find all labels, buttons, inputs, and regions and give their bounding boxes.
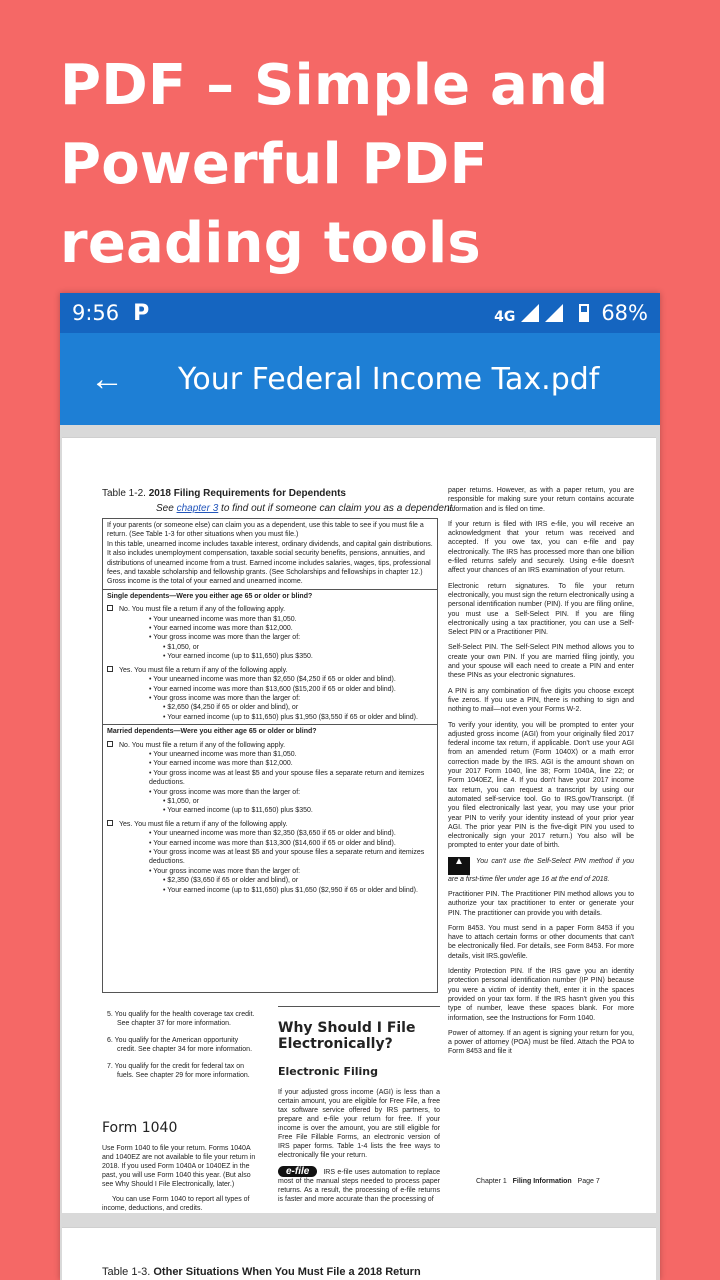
app-toolbar: [60, 333, 660, 425]
paragraph: Form 8453. You must send in a paper Form 8453 if you have to attach certain forms or other documents that can't be electronically filed. For details, see Form 8453. For more details, visit IRS.gov/efile.: [448, 924, 634, 960]
phone-screen: [60, 293, 660, 1280]
battery-icon: [579, 304, 589, 322]
table-line: • Your earned income was more than $12,000.: [149, 760, 293, 768]
table-line: • Your earned income was more than $13,300 ($14,600 if 65 or older and blind).: [149, 839, 396, 847]
electronic-filing-heading: Electronic Filing: [278, 1065, 378, 1078]
table-intro-1: If your parents (or someone else) can claim you as a dependent, use this table to see if you must file a return. (See Table 1-3 for other situations when you must file.): [107, 522, 424, 539]
table-line: • Your gross income was more than the larger of:: [149, 694, 301, 702]
paragraph: paper returns. However, as with a paper return, you are responsible for making sure your return contains accurate information and is filed on time.: [448, 487, 634, 513]
list-item: 7. You qualify for the credit for federal tax on fuels. See chapter 29 for more information.: [107, 1063, 250, 1079]
next-table-title: Table 1-3. Other Situations When You Must File a 2018 Return: [102, 1266, 421, 1278]
page-footer: Chapter 1 Filing Information Page 7: [476, 1178, 600, 1185]
form-1040-heading: Form 1040: [102, 1120, 178, 1136]
single-dependents-section: [103, 589, 437, 724]
table-line: • Your unearned income was more than $2,350 ($3,650 if 65 or older and blind).: [149, 830, 396, 838]
signal-icon: [521, 304, 539, 322]
efile-logo: e-file: [278, 1166, 317, 1177]
table-line: • Your gross income was at least $5 and your spouse files a separate return and itemizes deductions.: [149, 849, 425, 866]
right-column-text: [448, 486, 634, 1063]
form-1040-text: [102, 1144, 258, 1213]
married-yes: Yes. You must file a return if any of the following apply.: [119, 820, 288, 828]
app-notification-icon: P: [133, 300, 150, 326]
table-line: • $2,650 ($4,250 if 65 or older and blind), or: [163, 704, 299, 712]
why-file-heading: Why Should I File Electronically?: [278, 1020, 416, 1052]
married-no: No. You must file a return if any of the following apply.: [119, 741, 286, 749]
single-yes: Yes. You must file a return if any of the following apply.: [119, 666, 288, 674]
table-intro-2: In this table, unearned income includes taxable interest, ordinary dividends, and capital gain distributions. It also includes unemployment compensation, taxable social security benefits, pensions, annuities, and distributions of unearned income from a trust. Earned income includes salaries, wages, tips, professional fees, and taxable scholarship and fellowship grants. (See Scholarships and fellowships in chapter 12.) Gross income is the total of your earned and unearned income.: [107, 540, 433, 586]
document-title: Your Federal Income Tax.pdf: [178, 361, 600, 397]
chapter-3-link[interactable]: chapter 3: [176, 503, 219, 514]
paragraph: Identity Protection PIN. If the IRS gave you an identity protection personal identification number (IP PIN) because you were a victim of identity theft, enter it in the spaces provided on your tax form. If the IRS hasn't given you this type of number, leave these spaces blank. For more information, see the Instructions for Form 1040.: [448, 968, 634, 1022]
status-bar: [60, 293, 660, 333]
paragraph: A PIN is any combination of five digits you choose except five zeros. If you use a PIN, there is nothing to sign and nothing to mail—not even your Forms W-2.: [448, 687, 634, 714]
pdf-page: [62, 437, 656, 1213]
list-item: 6. You qualify for the American opportunity credit. See chapter 34 for more information.: [107, 1037, 253, 1053]
electronic-filing-text: [278, 1088, 440, 1204]
paragraph: Power of attorney. If an agent is signing your return for you, a power of attorney (POA) must be filed. Attach the POA to Form 8453 and file it: [448, 1029, 634, 1056]
paragraph: Electronic return signatures. To file your return electronically, you must sign the return electronically using a personal identification number (PIN). If you are filing online, you must use a Self-Select PIN. If you are filing electronically using a tax practitioner, you can use a Self-Select PIN or a Practitioner PIN.: [448, 582, 634, 637]
table-line: • Your earned income (up to $11,650) plus $350.: [163, 807, 313, 815]
table-line: • $2,350 ($3,650 if 65 or older and blind), or: [163, 877, 299, 885]
pdf-viewer[interactable]: [60, 425, 660, 1280]
table-line: • Your gross income was at least $5 and your spouse files a separate return and itemizes deductions.: [149, 769, 425, 787]
battery-level: 68%: [601, 301, 648, 325]
table-line: • Your earned income was more than $12,000.: [149, 625, 293, 633]
checkbox-icon: [107, 605, 113, 611]
checkbox-icon: [107, 741, 113, 747]
table-line: • Your gross income was more than the larger of:: [149, 634, 301, 642]
paragraph: You can use Form 1040 to report all types of income, deductions, and credits.: [102, 1196, 250, 1212]
paragraph: Practitioner PIN. The Practitioner PIN method allows you to authorize your tax practitioner to enter or generate your PIN. The practitioner can provide you with details.: [448, 890, 634, 917]
status-time: 9:56: [72, 301, 120, 325]
table-line: • $1,050, or: [163, 643, 199, 651]
paragraph: Use Form 1040 to file your return. Forms 1040A and 1040EZ are not available to file your return in 2018. If you used Form 1040A or 1040EZ in the past, you will use Form 1040 this year. (But also see Why Should I File Electronically, later.): [102, 1145, 256, 1188]
paragraph: e-file IRS e-file uses automation to replace most of the manual steps needed to process paper returns. As a result, the processing of e-file returns is faster and more accurate than the processing of: [278, 1166, 440, 1203]
filing-requirements-table: [102, 518, 438, 993]
table-line: • Your earned income (up to $11,650) plus $1,950 ($3,550 if 65 or older and blind).: [163, 713, 418, 721]
table-line: • Your gross income was more than the larger of:: [149, 788, 301, 796]
table-title: Table 1-2. 2018 Filing Requirements for Dependents: [102, 488, 346, 499]
paragraph: If your adjusted gross income (AGI) is less than a certain amount, you are eligible for Free File, a free tax software service offered by IRS partners, to prepare and e-file your return for free. If your income is over the amount, you are still eligible for Free File Fillable Forms, an electronic version of IRS paper forms. Table 1-4 lists the free ways to electronically file your return.: [278, 1089, 440, 1159]
pdf-page-next: [62, 1227, 656, 1280]
divider: [278, 1006, 440, 1007]
status-right: [494, 301, 648, 325]
table-line: • $1,050, or: [163, 797, 199, 805]
numbered-list: [107, 1010, 257, 1088]
paragraph: If your return is filed with IRS e-file, you will receive an acknowledgment that your return was received and accepted. If you owe tax, you can e-file and pay electronically. The IRS has processed more than one billion e-filed returns safely and securely. Using e-file doesn't affect your chances of an IRS examination of your return.: [448, 520, 634, 575]
promo-headline: PDF – Simple and Powerful PDF reading tools: [60, 53, 609, 276]
table-line: • Your gross income was more than the larger of:: [149, 867, 301, 875]
list-item: 5. You qualify for the health coverage tax credit. See chapter 37 for more information.: [107, 1011, 255, 1027]
checkbox-icon: [107, 820, 113, 826]
paragraph: To verify your identity, you will be prompted to enter your adjusted gross income (AGI) from your originally filed 2017 federal income tax return, if applicable. Don't use your AGI from an amended return (Form 1040X) or a math error correction made by the IRS. AGI is the amount shown on your 2017 Form 1040, line 38; Form 1040A, line 22; or Form 1040EZ, line 4. If you don't have your 2017 income tax return, you can request a transcript by using our automated self-service tool. Go to IRS.gov/Transcript. (If you filed electronically last year, you may use your prior year PIN to verify your identity instead of your prior year AGI. The prior year PIN is the five-digit PIN you used to electronically sign your 2017 return.) You also will be prompted to enter your date of birth.: [448, 721, 634, 850]
table-line: • Your earned income (up to $11,650) plus $350.: [163, 653, 313, 661]
caution-icon: ▲: [448, 857, 470, 875]
network-type: 4G: [494, 309, 516, 325]
table-line: • Your unearned income was more than $1,050.: [149, 750, 297, 758]
caution-note: ▲ You can't use the Self-Select PIN method if you are a first-time filer under age 16 at the end of 2018.: [448, 855, 634, 883]
table-subtitle: See chapter 3 to find out if someone can claim you as a dependent.: [156, 503, 456, 514]
arrow-left-icon[interactable]: ←: [90, 360, 124, 398]
single-no: No. You must file a return if any of the following apply.: [119, 606, 286, 614]
single-heading: Single dependents—Were you either age 65 or older or blind?: [107, 592, 313, 600]
table-line: • Your earned income (up to $11,650) plus $1,650 ($2,950 if 65 or older and blind).: [163, 886, 418, 894]
table-line: • Your earned income was more than $13,600 ($15,200 if 65 or older and blind).: [149, 685, 396, 693]
paragraph: Self-Select PIN. The Self-Select PIN method allows you to create your own PIN. If you are married filing jointly, you and your spouse will each need to create a PIN and enter these PINs as your electronic signatures.: [448, 644, 634, 680]
table-line: • Your unearned income was more than $2,650 ($4,250 if 65 or older and blind).: [149, 676, 396, 684]
married-heading: Married dependents—Were you either age 65 or older or blind?: [107, 728, 317, 736]
married-dependents-section: [103, 724, 437, 897]
table-line: • Your unearned income was more than $1,050.: [149, 615, 297, 623]
checkbox-icon: [107, 666, 113, 672]
wifi-signal-icon: [545, 304, 563, 322]
